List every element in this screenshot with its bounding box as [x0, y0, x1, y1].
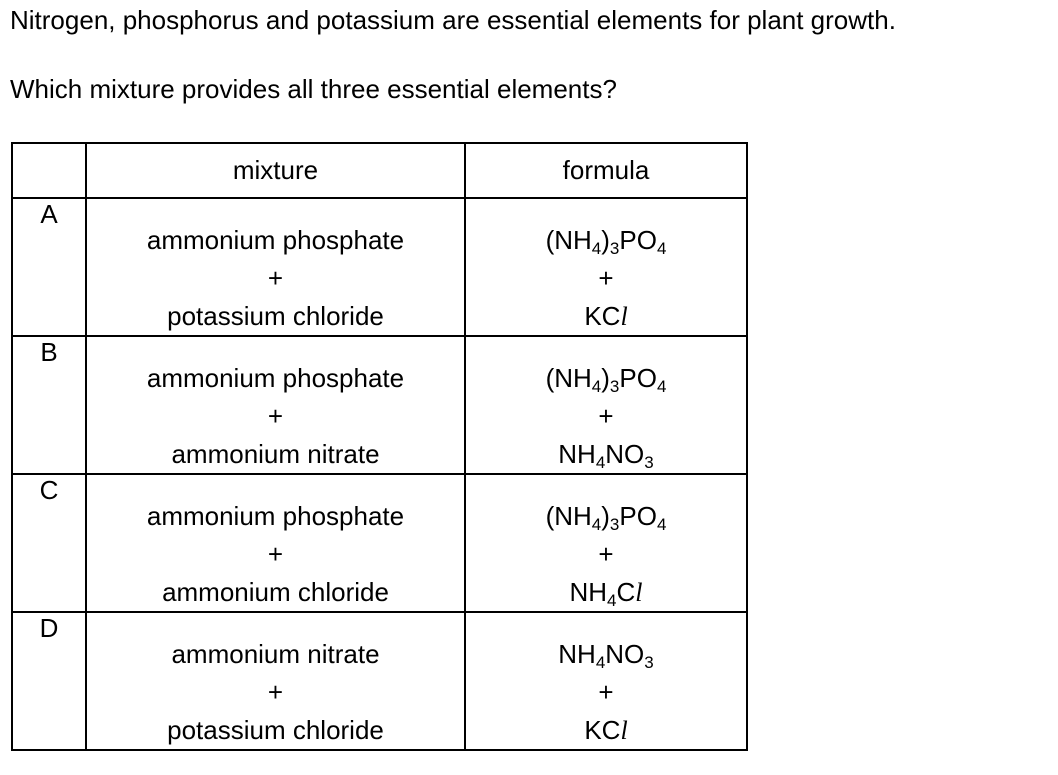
mixture-component: ammonium chloride	[162, 577, 389, 607]
mixture-cell	[86, 198, 465, 336]
mixture-cell	[86, 612, 465, 750]
option-letter: B	[12, 336, 86, 474]
option-letter: A	[12, 198, 86, 336]
header-row	[12, 143, 747, 198]
option-row-c	[12, 474, 747, 612]
mixture-cell	[86, 474, 465, 612]
mixture-component: ammonium phosphate	[146, 225, 405, 255]
option-row-b	[12, 336, 747, 474]
formula-plus: +	[598, 539, 614, 569]
header-mixture: mixture	[86, 143, 465, 198]
formula-component: $NH_4Cl$	[569, 577, 643, 610]
formula-component: KCl	[584, 715, 628, 745]
formula-component: $(NH_4)_3PO_4$	[545, 501, 667, 534]
option-letter: C	[12, 474, 86, 612]
mixture-plus: +	[267, 263, 284, 293]
formula-plus: +	[598, 263, 614, 293]
formula-component: $(NH_4)_3PO_4$	[545, 225, 667, 258]
formula-component: $NH_4NO_3$	[558, 439, 654, 472]
question-prompt: Which mixture provides all three essential elements?	[10, 74, 617, 104]
mixture-component: ammonium nitrate	[171, 639, 380, 669]
options-table	[11, 142, 748, 751]
option-row-d	[12, 612, 747, 750]
formula-cell	[465, 474, 747, 612]
mixture-component: ammonium nitrate	[171, 439, 380, 469]
question-intro: Nitrogen, phosphorus and potassium are essential elements for plant growth.	[10, 5, 896, 35]
formula-plus: +	[598, 677, 614, 707]
mixture-component: potassium chloride	[167, 715, 384, 745]
mixture-component: potassium chloride	[167, 301, 384, 331]
formula-cell	[465, 336, 747, 474]
mixture-component: ammonium phosphate	[146, 501, 405, 531]
mixture-plus: +	[267, 539, 284, 569]
formula-component: $(NH_4)_3PO_4$	[545, 363, 667, 396]
header-letter	[12, 143, 86, 198]
header-formula: formula	[465, 143, 747, 198]
mixture-plus: +	[267, 677, 284, 707]
option-letter: D	[12, 612, 86, 750]
formula-cell	[465, 612, 747, 750]
formula-plus: +	[598, 401, 614, 431]
mixture-component: ammonium phosphate	[146, 363, 405, 393]
mixture-plus: +	[267, 401, 284, 431]
option-row-a	[12, 198, 747, 336]
mixture-cell	[86, 336, 465, 474]
formula-component: $NH_4NO_3$	[558, 639, 654, 672]
formula-cell	[465, 198, 747, 336]
formula-component: KCl	[584, 301, 628, 331]
